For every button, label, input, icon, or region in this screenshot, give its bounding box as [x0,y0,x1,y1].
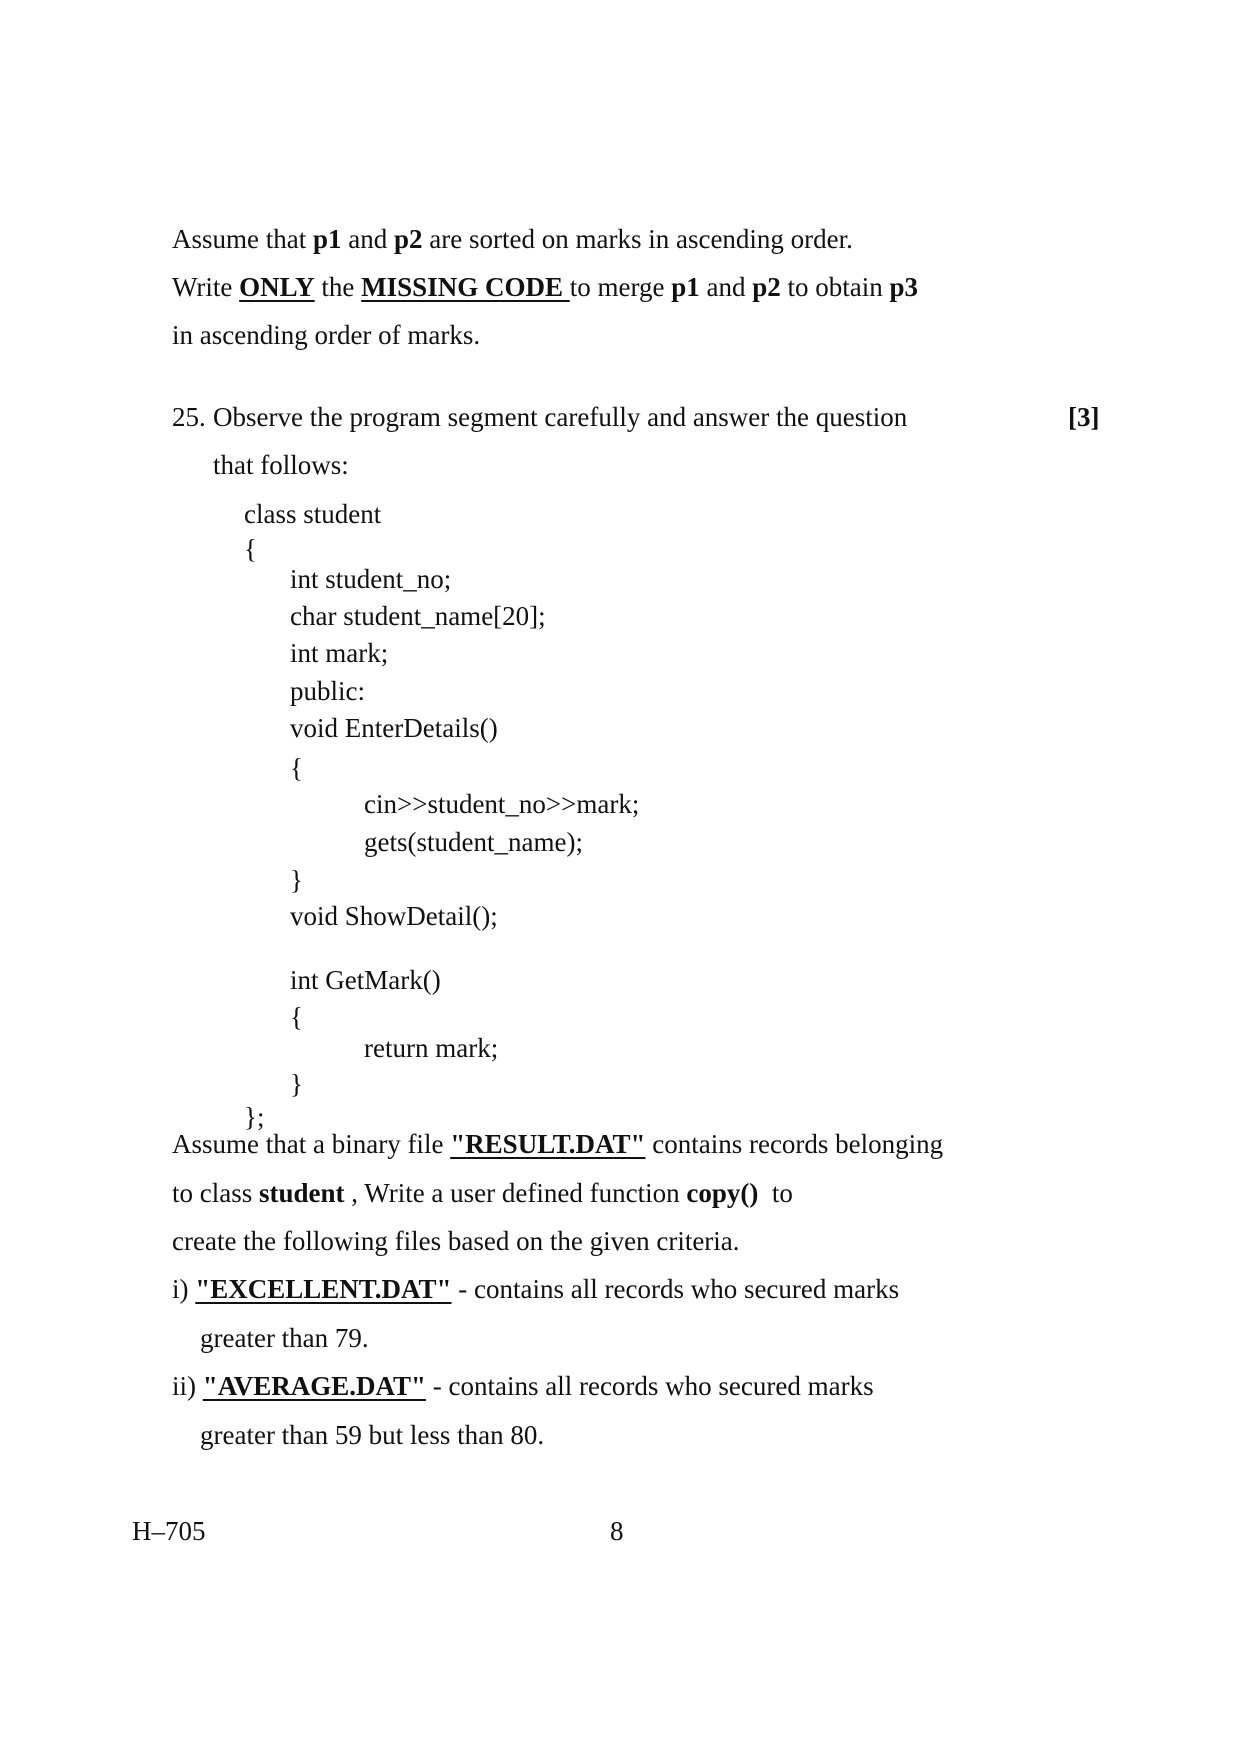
text-run: copy() [686,1178,759,1208]
code-line: { [244,534,257,564]
text-run: p2 [394,224,423,254]
text-run: Write [172,272,240,302]
code-line: cin>>student_no>>mark; [364,789,640,819]
text-run: p3 [889,272,919,302]
text-run: to obtain [780,272,890,302]
text-run: and [341,224,395,254]
code-line: gets(student_name); [364,827,583,857]
intro-line-1 [172,226,853,253]
code-line: public: [290,676,365,706]
code-line: int GetMark() [290,965,441,995]
para-line-2 [172,1180,793,1207]
criteria-item-ii [172,1373,874,1400]
code-line: void ShowDetail(); [290,901,498,931]
code-line: int student_no; [290,564,452,594]
question-text-line-2: that follows: [213,450,349,480]
code-line: void EnterDetails() [290,713,498,743]
code-line: { [290,1002,303,1032]
text-run: - contains all records who secured marks [426,1371,874,1401]
intro-line-3: in ascending order of marks. [172,320,481,350]
text-run: Assume that a binary file [172,1129,451,1159]
code-line: char student_name[20]; [290,601,546,631]
text-run: to class [172,1178,259,1208]
para-line-3: create the following files based on the given criteria. [172,1226,740,1256]
para-line-1 [172,1131,943,1158]
paper-code: H–705 [132,1516,206,1546]
criteria-item-ii-cont: greater than 59 but less than 80. [200,1420,545,1450]
text-run: are sorted on marks in ascending order. [422,224,853,254]
text-run: the [314,272,362,302]
text-run: contains records belonging [645,1129,944,1159]
text-run: to [758,1178,793,1208]
page-number: 8 [610,1516,624,1546]
text-run: student [259,1178,345,1208]
code-line: class student [244,499,382,529]
code-line: }; [244,1102,265,1132]
text-run: ii) [172,1371,203,1401]
text-run: "RESULT.DAT" [450,1129,646,1159]
text-run: Assume that [172,224,313,254]
text-run: p1 [671,272,700,302]
text-run: MISSING CODE [361,272,570,302]
text-run: "EXCELLENT.DAT" [195,1274,452,1304]
text-run: p1 [313,224,342,254]
code-line: int mark; [290,638,389,668]
question-marks: [3] [1068,402,1100,432]
intro-line-2 [172,274,918,301]
text-run: - contains all records who secured marks [451,1274,900,1304]
criteria-item-i [172,1276,899,1303]
text-run: i) [172,1274,196,1304]
text-run: p2 [752,272,781,302]
code-line: } [290,1069,303,1099]
criteria-item-i-cont: greater than 79. [200,1323,369,1353]
text-run: , Write a user defined function [344,1178,687,1208]
question-number: 25. [172,402,206,432]
code-line: return mark; [364,1033,499,1063]
text-run: and [699,272,753,302]
code-line: { [290,753,303,783]
text-run: ONLY [239,272,315,302]
text-run: to merge [569,272,672,302]
question-text-line-1: Observe the program segment carefully and answer the question [213,402,908,432]
code-line: } [290,865,303,895]
text-run: "AVERAGE.DAT" [202,1371,427,1401]
